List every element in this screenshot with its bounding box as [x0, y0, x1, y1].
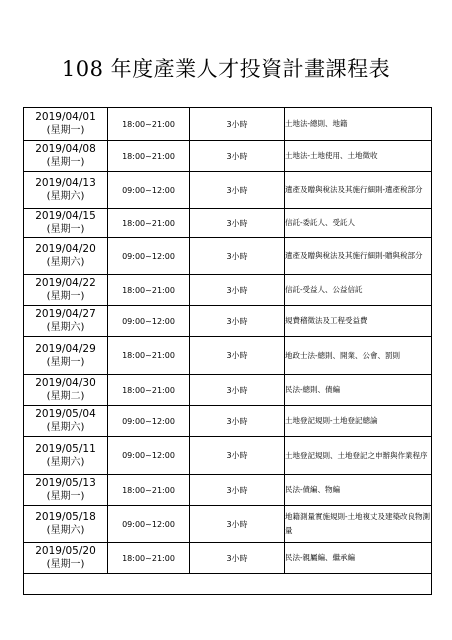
course-weekday: (星期六): [46, 525, 85, 536]
course-topic-text: 信託-受益人、公益信託: [285, 285, 363, 294]
course-topic-text: 民法-總則、債編: [285, 385, 341, 394]
table-row: [24, 375, 432, 406]
course-time: 09:00~12:00: [108, 172, 190, 209]
course-hours: 3小時: [190, 275, 285, 306]
course-weekday: (星期六): [46, 422, 85, 433]
course-date: 2019/04/13: [35, 177, 96, 189]
date-cell: [24, 375, 108, 406]
course-topic: [285, 306, 432, 337]
course-hours: 3小時: [190, 543, 285, 574]
course-date: 2019/04/22: [35, 277, 96, 289]
course-time: 18:00~21:00: [108, 543, 190, 574]
course-topic: [285, 172, 432, 209]
course-topic: [285, 543, 432, 574]
course-hours: 3小時: [190, 306, 285, 337]
course-weekday: (星期六): [46, 191, 85, 202]
course-time: 09:00~12:00: [108, 306, 190, 337]
course-topic-text: 土地登記規則-土地登記總論: [285, 416, 378, 425]
date-cell: [24, 406, 108, 437]
course-topic: [285, 209, 432, 238]
course-date: 2019/04/01: [35, 111, 96, 123]
course-topic: [285, 108, 432, 141]
course-topic-text: 規費稽徵法及工程受益費: [285, 316, 368, 325]
course-topic: [285, 437, 432, 475]
date-cell: [24, 209, 108, 238]
date-cell: [24, 506, 108, 543]
course-date: 2019/05/04: [35, 408, 96, 420]
course-time: 09:00~12:00: [108, 437, 190, 475]
course-hours: 3小時: [190, 406, 285, 437]
date-cell: [24, 306, 108, 337]
table-row: [24, 543, 432, 574]
course-date: 2019/04/29: [35, 342, 96, 355]
course-date: 2019/05/18: [35, 511, 96, 523]
course-hours: 3小時: [190, 209, 285, 238]
schedule-table: [23, 107, 432, 595]
course-topic: [285, 506, 432, 543]
course-topic: [285, 141, 432, 172]
course-topic-text: 土地法-總則、地籍: [285, 119, 348, 128]
course-date: 2019/04/08: [35, 143, 96, 155]
course-weekday: (星期一): [46, 125, 85, 136]
date-cell: [24, 475, 108, 506]
course-weekday: (星期六): [46, 322, 85, 333]
table-row: [24, 108, 432, 141]
table-row: [24, 437, 432, 475]
course-topic: [285, 337, 432, 375]
course-topic-text: 民法-親屬編、繼承編: [285, 553, 356, 562]
page-title: 108 年度產業人才投資計畫課程表: [61, 57, 391, 81]
table-row: [24, 306, 432, 337]
date-cell: [24, 141, 108, 172]
course-weekday: (星期一): [46, 224, 85, 235]
course-topic-text: 信託-委託人、受託人: [285, 218, 356, 227]
course-time: 09:00~12:00: [108, 238, 190, 275]
course-date: 2019/04/27: [35, 308, 96, 320]
course-topic-text: 土地登記規則、土地登記之申辦與作業程序: [285, 450, 428, 460]
course-date: 2019/04/30: [35, 377, 96, 389]
table-row: [24, 275, 432, 306]
course-topic: [285, 238, 432, 275]
date-cell: [24, 275, 108, 306]
course-hours: 3小時: [190, 108, 285, 141]
course-weekday: (星期一): [46, 559, 85, 570]
course-hours: 3小時: [190, 141, 285, 172]
table-row: [24, 141, 432, 172]
course-topic-text: 民法-債編、物編: [285, 485, 341, 494]
course-time: 18:00~21:00: [108, 475, 190, 506]
course-weekday: (星期二): [46, 391, 85, 402]
table-row: [24, 209, 432, 238]
blank-cell: [24, 574, 432, 595]
course-time: 18:00~21:00: [108, 375, 190, 406]
course-hours: 3小時: [190, 238, 285, 275]
course-topic-text: 土地法-土地使用、土地徵收: [285, 151, 378, 160]
course-date: 2019/05/11: [35, 442, 96, 455]
course-hours: 3小時: [190, 172, 285, 209]
table-row: [24, 337, 432, 375]
course-weekday: (星期一): [46, 291, 85, 302]
course-date: 2019/05/20: [35, 545, 96, 557]
course-time: 18:00~21:00: [108, 209, 190, 238]
course-weekday: (星期一): [46, 356, 85, 368]
course-topic-text: 遺產及贈與稅法及其施行細則-遺產稅部分: [285, 185, 423, 194]
course-hours: 3小時: [190, 506, 285, 543]
course-time: 18:00~21:00: [108, 108, 190, 141]
course-weekday: (星期一): [46, 157, 85, 168]
course-topic-text: 地政士法-總則、開業、公會、罰則: [285, 350, 401, 360]
date-cell: [24, 238, 108, 275]
date-cell: [24, 437, 108, 475]
table-row: [24, 238, 432, 275]
date-cell: [24, 337, 108, 375]
course-weekday: (星期六): [46, 257, 85, 268]
course-date: 2019/04/15: [35, 210, 96, 222]
course-hours: 3小時: [190, 337, 285, 375]
date-cell: [24, 108, 108, 141]
course-date: 2019/04/20: [35, 243, 96, 255]
course-hours: 3小時: [190, 475, 285, 506]
course-time: 09:00~12:00: [108, 506, 190, 543]
course-topic: [285, 475, 432, 506]
course-hours: 3小時: [190, 375, 285, 406]
course-weekday: (星期一): [46, 491, 85, 502]
course-topic: [285, 375, 432, 406]
course-date: 2019/05/13: [35, 477, 96, 489]
table-row: [24, 406, 432, 437]
course-time: 18:00~21:00: [108, 141, 190, 172]
course-time: 09:00~12:00: [108, 406, 190, 437]
course-hours: 3小時: [190, 437, 285, 475]
date-cell: [24, 172, 108, 209]
table-row: [24, 172, 432, 209]
course-topic: [285, 406, 432, 437]
course-time: 18:00~21:00: [108, 337, 190, 375]
course-topic: [285, 275, 432, 306]
course-time: 18:00~21:00: [108, 275, 190, 306]
course-weekday: (星期六): [46, 456, 85, 468]
date-cell: [24, 543, 108, 574]
blank-row: [24, 574, 432, 595]
course-topic-text: 地籍測量實施規則-土地複丈及建築改良物測量: [285, 512, 431, 535]
course-topic-text: 遺產及贈與稅法及其施行細則-贈與稅部分: [285, 251, 423, 260]
table-row: [24, 475, 432, 506]
table-row: [24, 506, 432, 543]
